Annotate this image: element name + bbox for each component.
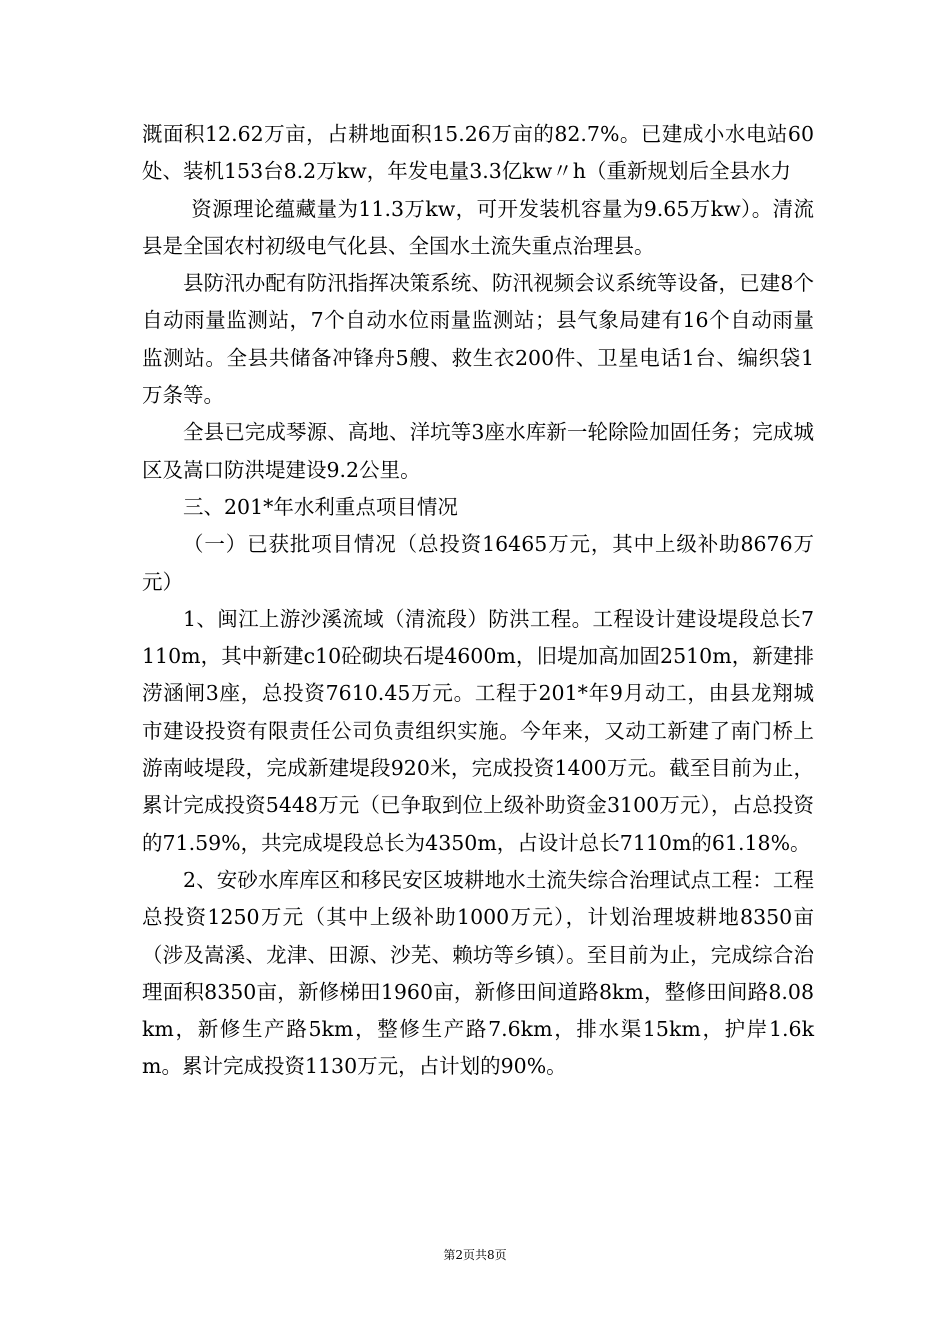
page-footer: [0, 1247, 950, 1263]
document-body: [142, 116, 814, 1086]
section-heading-key-projects: 三、201*年水利重点项目情况: [183, 494, 458, 519]
paragraph-hydropower-resources: 资源理论蕴藏量为11.3万kw，可开发装机容量为9.65万kw）。清流县是全国农村初级电气化县、全国水土流失重点治理县。: [142, 196, 814, 258]
paragraph-flood-control-equipment: 县防汛办配有防汛指挥决策系统、防汛视频会议系统等设备，已建8个自动雨量监测站，7个自动水位雨量监测站；县气象局建有16个自动雨量监测站。全县共储备冲锋舟5艘、救生衣200件、卫星电话1台、编织袋1万条等。: [142, 271, 814, 408]
subsection-heading-approved-projects: （一）已获批项目情况（总投资16465万元，其中上级补助8676万元）: [142, 532, 814, 594]
page-number: 第2页共8页: [443, 1248, 507, 1262]
paragraph-project-1: 1、闽江上游沙溪流域（清流段）防洪工程。工程设计建设堤段总长7110m，其中新建c10砼砌块石堤4600m，旧堤加高加固2510m，新建排涝涵闸3座，总投资7610.45万元。工程于201*年9月动工，由县龙翔城市建设投资有限责任公司负责组织实施。今年来，又动工新建了南门桥上游南岐堤段，完成新建堤段920米，完成投资1400万元。截至目前为止，累计完成投资5448万元（已争取到位上级补助资金3100万元），占总投资的71.59%，共完成堤段总长为4350m，占设计总长7110m的61.18%。: [142, 606, 814, 855]
paragraph-irrigation: 溉面积12.62万亩，占耕地面积15.26万亩的82.7%。已建成小水电站60处、装机153台8.2万kw，年发电量3.3亿kw〃h（重新规划后全县水力: [142, 122, 814, 184]
paragraph-project-2: 2、安砂水库库区和移民安区坡耕地水土流失综合治理试点工程：工程总投资1250万元（其中上级补助1000万元），计划治理坡耕地8350亩（涉及嵩溪、龙津、田源、沙芜、赖坊等乡镇）。至目前为止，完成综合治理面积8350亩，新修梯田1960亩，新修田间道路8km，整修田间路8.08km，新修生产路5km，整修生产路7.6km，排水渠15km，护岸1.6km。累计完成投资1130万元，占计划的90%。: [142, 867, 814, 1079]
paragraph-reservoir-reinforcement: 全县已完成琴源、高地、洋坑等3座水库新一轮除险加固任务；完成城区及嵩口防洪堤建设9.2公里。: [142, 420, 814, 482]
